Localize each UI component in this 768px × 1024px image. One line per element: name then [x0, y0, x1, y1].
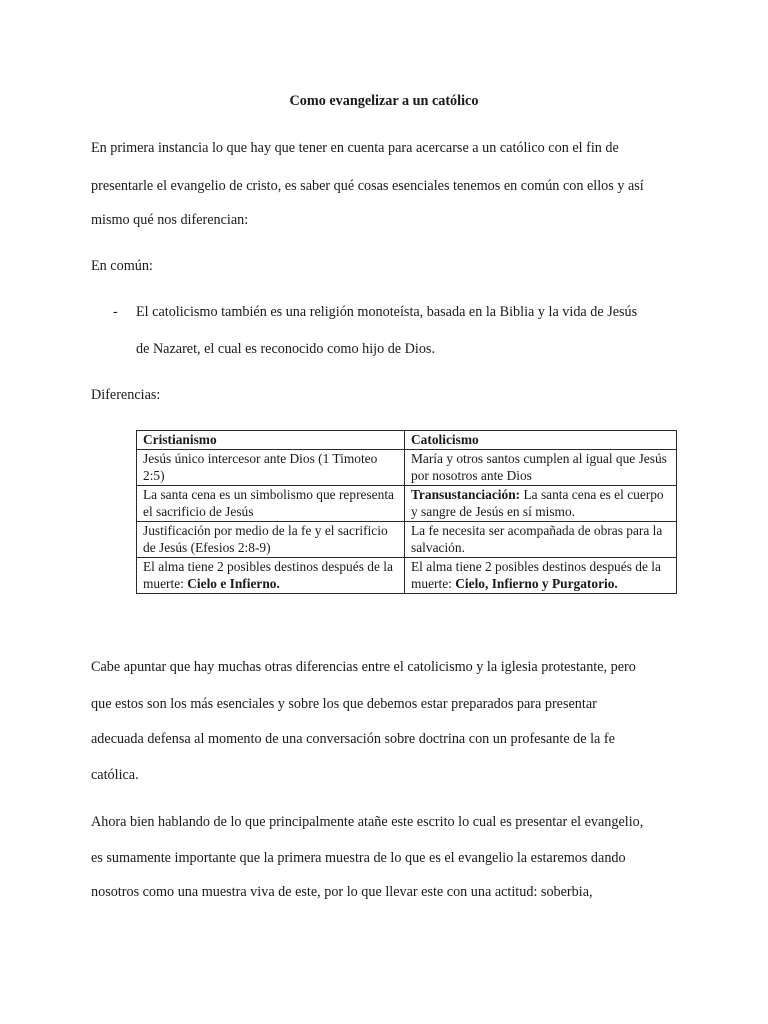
intro-line-1: En primera instancia lo que hay que tener en cuenta para acercarse a un católico con el fin de — [91, 140, 619, 156]
table-row — [137, 449, 677, 485]
para2-line-3: adecuada defensa al momento de una conversación sobre doctrina con un profesante de la fe — [91, 731, 615, 747]
table-cell-right: María y otros santos cumplen al igual que Jesús por nosotros ante Dios — [405, 449, 677, 485]
table-cell-right — [405, 485, 677, 521]
table-row — [137, 485, 677, 521]
intro-line-2: presentarle el evangelio de cristo, es saber qué cosas esenciales tenemos en común con ellos y así — [91, 178, 644, 194]
para2-line-1: Cabe apuntar que hay muchas otras diferencias entre el catolicismo y la iglesia protestante, pero — [91, 659, 636, 675]
para3-line-3: nosotros como una muestra viva de este, por lo que llevar este con una actitud: soberbia, — [91, 884, 593, 900]
common-heading: En común: — [91, 258, 153, 274]
para2-line-2: que estos son los más esenciales y sobre los que debemos estar preparados para presentar — [91, 696, 597, 712]
table-header-cristianismo: Cristianismo — [137, 431, 405, 450]
table-cell-left: La santa cena es un simbolismo que representa el sacrificio de Jesús — [137, 485, 405, 521]
table-cell-right-text: La santa cena es el cuerpo y sangre de Jesús en sí mismo. — [411, 486, 664, 519]
table-cell-left — [137, 557, 405, 593]
table-header-row — [137, 431, 677, 450]
table-cell-left-text: El alma tiene 2 posibles destinos después de la muerte: — [143, 558, 393, 591]
table-row — [137, 557, 677, 593]
document-title: Como evangelizar a un católico — [289, 93, 479, 109]
table-row — [137, 521, 677, 557]
destinos-cristianismo: Cielo e Infierno. — [187, 576, 280, 591]
table-cell-right-text: El alma tiene 2 posibles destinos después de la muerte: — [411, 558, 661, 591]
table-cell-left: Jesús único intercesor ante Dios (1 Timoteo 2:5) — [137, 449, 405, 485]
destinos-catolicismo: Cielo, Infierno y Purgatorio. — [455, 576, 618, 591]
para2-line-4: católica. — [91, 767, 139, 783]
table-cell-right: La fe necesita ser acompañada de obras para la salvación. — [405, 521, 677, 557]
bullet-line-1: El catolicismo también es una religión monoteísta, basada en la Biblia y la vida de Jesús — [136, 304, 638, 320]
bullet-line-2: de Nazaret, el cual es reconocido como hijo de Dios. — [136, 341, 436, 357]
table-cell-left: Justificación por medio de la fe y el sacrificio de Jesús (Efesios 2:8-9) — [137, 521, 405, 557]
bullet-dash: - — [113, 304, 118, 320]
para3-line-1: Ahora bien hablando de lo que principalmente atañe este escrito lo cual es presentar el evangelio, — [91, 814, 644, 830]
differences-heading: Diferencias: — [91, 387, 161, 403]
table-header-catolicismo: Catolicismo — [405, 431, 677, 450]
transustanciacion-term: Transustanciación: — [411, 486, 521, 502]
para3-line-2: es sumamente importante que la primera muestra de lo que es el evangelio la estaremos dando — [91, 850, 626, 866]
table-cell-right — [405, 557, 677, 593]
comparison-table — [136, 430, 677, 594]
intro-line-3: mismo qué nos diferencian: — [91, 212, 249, 228]
